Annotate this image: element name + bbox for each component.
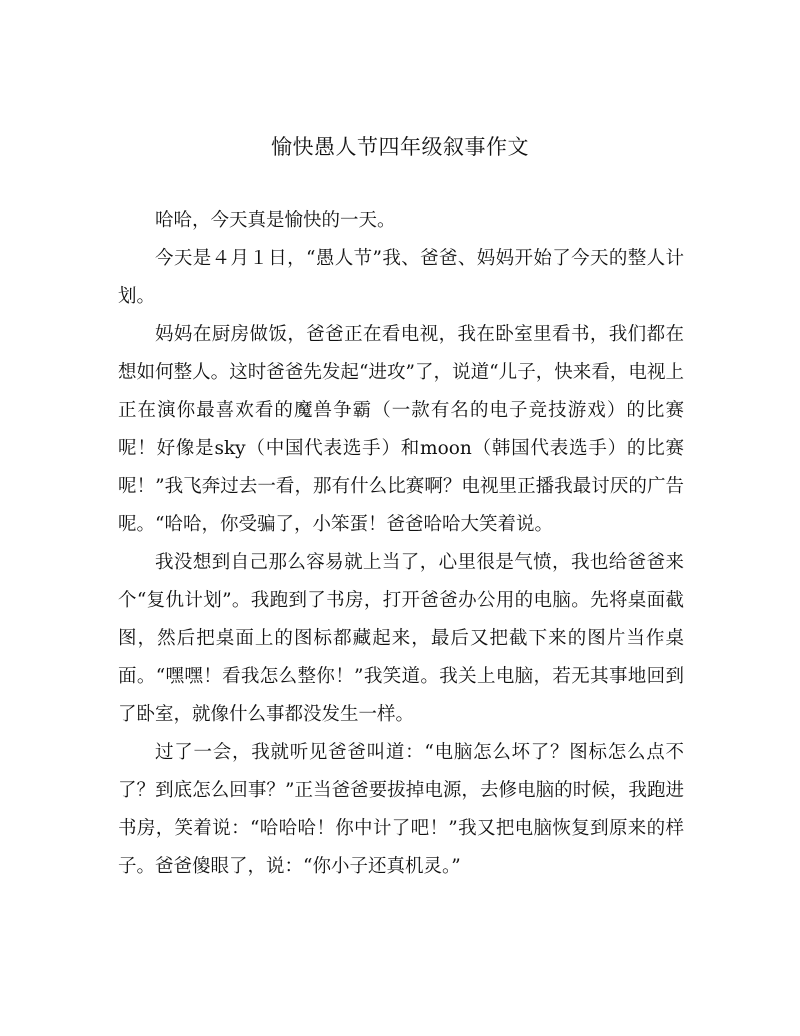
paragraph-4: 我没想到自己那么容易就上当了，心里很是气愤，我也给爸爸来个“复仇计划”。我跑到了书房，打开爸爸办公用的电脑。先将桌面截图，然后把桌面上的图标都藏起来，最后又把截下来的图片当作桌面。“嘿嘿！看我怎么整你！”我笑道。我关上电脑，若无其事地回到了卧室，就像什么事都没发生一样。 xyxy=(118,552,684,725)
document-title: 愉快愚人节四年级叙事作文 xyxy=(271,135,529,159)
document-body xyxy=(118,202,684,886)
paragraph-1: 哈哈，今天真是愉快的一天。 xyxy=(155,210,396,231)
paragraph-5: 过了一会，我就听见爸爸叫道：“电脑怎么坏了？图标怎么点不了？到底怎么回事？”正当爸爸要拔掉电源，去修电脑的时候，我跑进书房，笑着说：“哈哈哈！你中计了吧！”我又把电脑恢复到原来的样子。爸爸傻眼了，说：“你小子还真机灵。” xyxy=(118,742,684,877)
paragraph-2: 今天是４月１日，“愚人节”我、爸爸、妈妈开始了今天的整人计划。 xyxy=(118,248,684,307)
paragraph-3: 妈妈在厨房做饭，爸爸正在看电视，我在卧室里看书，我们都在想如何整人。这时爸爸先发起“进攻”了，说道“儿子，快来看，电视上正在演你最喜欢看的魔兽争霸（一款有名的电子竞技游戏）的比赛呢！好像是sky（中国代表选手）和moon（韩国代表选手）的比赛呢！”我飞奔过去一看，那有什么比赛啊？电视里正播我最讨厌的广告呢。“哈哈，你受骗了，小笨蛋！爸爸哈哈大笑着说。 xyxy=(118,324,684,535)
